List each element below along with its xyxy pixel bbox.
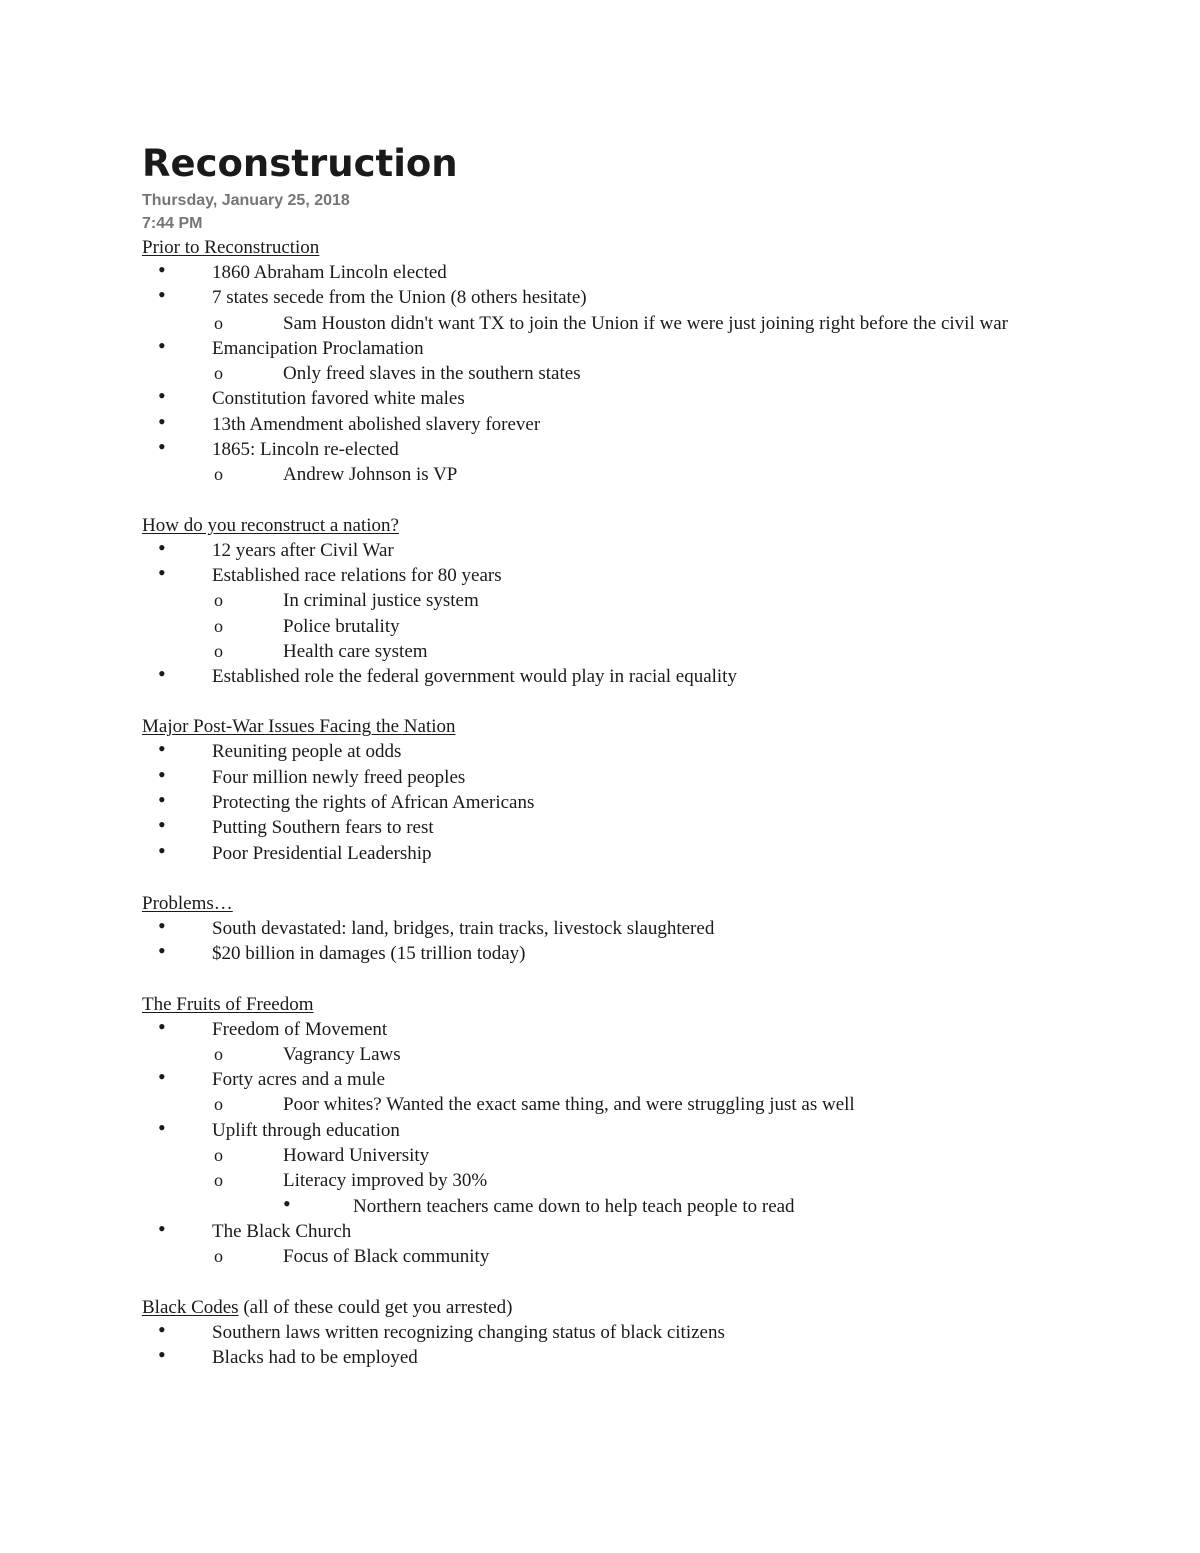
hollow-bullet-icon: o	[214, 590, 223, 611]
bullet-list	[142, 257, 1042, 488]
hollow-bullet-icon: o	[214, 1246, 223, 1267]
list-item-text: Established role the federal government would play in racial equality	[212, 666, 737, 688]
list-item-text: Literacy improved by 30%	[283, 1170, 488, 1192]
hollow-bullet-icon: o	[214, 1094, 223, 1115]
list-item	[142, 383, 1042, 411]
bullet-icon: •	[158, 257, 166, 282]
list-item-text: 7 states secede from the Union (8 others hesitate)	[212, 287, 587, 309]
bullet-list	[142, 736, 1042, 865]
list-item-text: Southern laws written recognizing changing status of black citizens	[212, 1321, 725, 1343]
list-item	[142, 311, 1042, 336]
list-item	[142, 1190, 1042, 1219]
hollow-bullet-icon: o	[214, 615, 223, 636]
list-item-text: 1865: Lincoln re-elected	[212, 439, 399, 461]
list-item	[142, 1092, 1042, 1117]
bullet-icon: •	[158, 912, 166, 938]
list-item	[142, 1316, 1042, 1345]
bullet-icon: •	[158, 1215, 166, 1241]
list-item	[142, 1114, 1042, 1143]
list-item-text: Poor whites? Wanted the exact same thing, and were struggling just as well	[283, 1094, 855, 1116]
list-item-text: Only freed slaves in the southern states	[283, 363, 581, 385]
hollow-bullet-icon: o	[214, 1145, 223, 1166]
list-item-text: Putting Southern fears to rest	[212, 817, 434, 839]
list-item-text: South devastated: land, bridges, train tracks, livestock slaughtered	[212, 917, 715, 939]
list-item-text: The Black Church	[212, 1220, 352, 1242]
list-item	[142, 462, 1042, 487]
bullet-icon: •	[158, 938, 166, 964]
hollow-bullet-icon: o	[214, 1170, 223, 1191]
list-item	[142, 736, 1042, 764]
list-item	[142, 559, 1042, 588]
list-item-text: Blacks had to be employed	[212, 1346, 418, 1368]
hollow-bullet-icon: o	[214, 312, 223, 333]
bullet-icon: •	[158, 559, 166, 585]
list-item	[142, 1042, 1042, 1067]
list-item	[142, 1168, 1042, 1193]
list-item-text: Focus of Black community	[283, 1246, 490, 1268]
bullet-list	[142, 1013, 1042, 1270]
bullet-icon: •	[158, 787, 166, 813]
list-item-text: $20 billion in damages (15 trillion today)	[212, 943, 526, 965]
list-item	[142, 812, 1042, 840]
list-item	[142, 434, 1042, 462]
list-item	[142, 1013, 1042, 1042]
bullet-icon: •	[158, 282, 166, 308]
note-date: Thursday, January 25, 2018	[142, 192, 350, 209]
list-item-text: Protecting the rights of African Americans	[212, 792, 535, 814]
list-item	[142, 534, 1042, 563]
bullet-icon: •	[158, 736, 166, 762]
list-item-text: Emancipation Proclamation	[212, 337, 424, 359]
list-item	[142, 1244, 1042, 1269]
bullet-icon: •	[158, 434, 166, 460]
section-heading	[142, 992, 1042, 1017]
list-item-text: Four million newly freed peoples	[212, 766, 466, 788]
bullet-icon: •	[158, 1064, 166, 1090]
list-item	[142, 408, 1042, 437]
list-item-text: Sam Houston didn't want TX to join the Union if we were just joining right before the civil war	[283, 312, 1008, 334]
note-time: 7:44 PM	[142, 215, 203, 232]
section-heading-suffix: (all of these could get you arrested)	[238, 1296, 513, 1318]
list-item	[142, 787, 1042, 815]
list-item	[142, 282, 1042, 310]
bullet-icon: •	[158, 1316, 166, 1342]
list-item	[142, 588, 1042, 613]
section-heading	[142, 513, 1042, 538]
list-item-text: Northern teachers came down to help teach people to read	[353, 1195, 795, 1217]
list-item	[142, 912, 1042, 941]
note-page	[142, 140, 1042, 1370]
list-item-text: 12 years after Civil War	[212, 539, 394, 561]
page-title: Reconstruction	[142, 142, 458, 185]
note-section	[142, 513, 1042, 690]
list-item-text: Constitution favored white males	[212, 388, 465, 410]
list-item-text: Poor Presidential Leadership	[212, 842, 432, 864]
list-item	[142, 837, 1042, 866]
section-heading-text: How do you reconstruct a nation?	[142, 514, 399, 536]
bullet-icon: •	[158, 761, 166, 787]
list-item-text: Andrew Johnson is VP	[283, 464, 458, 486]
list-item	[142, 938, 1042, 966]
section-heading	[142, 891, 1042, 916]
bullet-icon: •	[158, 408, 166, 434]
list-item-text: Freedom of Movement	[212, 1018, 388, 1040]
list-item-text: 13th Amendment abolished slavery forever	[212, 413, 541, 435]
hollow-bullet-icon: o	[214, 363, 223, 384]
bullet-icon: •	[283, 1190, 291, 1216]
list-item-text: Vagrancy Laws	[283, 1043, 401, 1065]
bullet-icon: •	[158, 837, 166, 863]
bullet-icon: •	[158, 534, 166, 560]
note-section	[142, 714, 1042, 865]
list-item-text: Uplift through education	[212, 1119, 400, 1141]
bullet-icon: •	[158, 1013, 166, 1039]
list-item	[142, 1215, 1042, 1244]
bullet-icon: •	[158, 812, 166, 838]
section-heading-text: Major Post-War Issues Facing the Nation	[142, 716, 456, 738]
section-heading-text: The Fruits of Freedom	[142, 993, 314, 1015]
list-item-text: 1860 Abraham Lincoln elected	[212, 262, 447, 283]
bullet-list	[142, 912, 1042, 967]
section-heading	[142, 714, 1042, 739]
section-heading-text: Problems…	[142, 892, 233, 914]
list-item-text: Health care system	[283, 640, 428, 662]
section-heading	[142, 235, 1042, 260]
list-item-text: Reuniting people at odds	[212, 741, 402, 763]
list-item	[142, 1143, 1042, 1168]
bullet-icon: •	[158, 383, 166, 409]
list-item	[142, 1341, 1042, 1370]
note-body	[142, 235, 1042, 1370]
list-item	[142, 257, 1042, 285]
list-item	[142, 361, 1042, 386]
section-heading-text: Black Codes	[142, 1296, 239, 1318]
bullet-icon: •	[158, 661, 166, 687]
note-section	[142, 1295, 1042, 1371]
list-item-text: In criminal justice system	[283, 590, 479, 612]
note-section	[142, 891, 1042, 967]
section-heading	[142, 1295, 1042, 1320]
bullet-list	[142, 1316, 1042, 1371]
hollow-bullet-icon: o	[214, 464, 223, 485]
bullet-icon: •	[158, 332, 166, 358]
list-item-text: Established race relations for 80 years	[212, 564, 502, 586]
list-item	[142, 332, 1042, 361]
section-heading-text: Prior to Reconstruction	[142, 237, 320, 258]
bullet-icon: •	[158, 1341, 166, 1367]
hollow-bullet-icon: o	[214, 640, 223, 661]
hollow-bullet-icon: o	[214, 1043, 223, 1064]
list-item	[142, 639, 1042, 664]
list-item	[142, 614, 1042, 639]
list-item-text: Forty acres and a mule	[212, 1069, 386, 1091]
bullet-icon: •	[158, 1114, 166, 1140]
list-item	[142, 1064, 1042, 1092]
list-item	[142, 761, 1042, 790]
list-item	[142, 661, 1042, 689]
note-section	[142, 992, 1042, 1270]
list-item-text: Howard University	[283, 1145, 430, 1167]
bullet-list	[142, 534, 1042, 690]
list-item-text: Police brutality	[283, 615, 400, 637]
note-section	[142, 235, 1042, 488]
